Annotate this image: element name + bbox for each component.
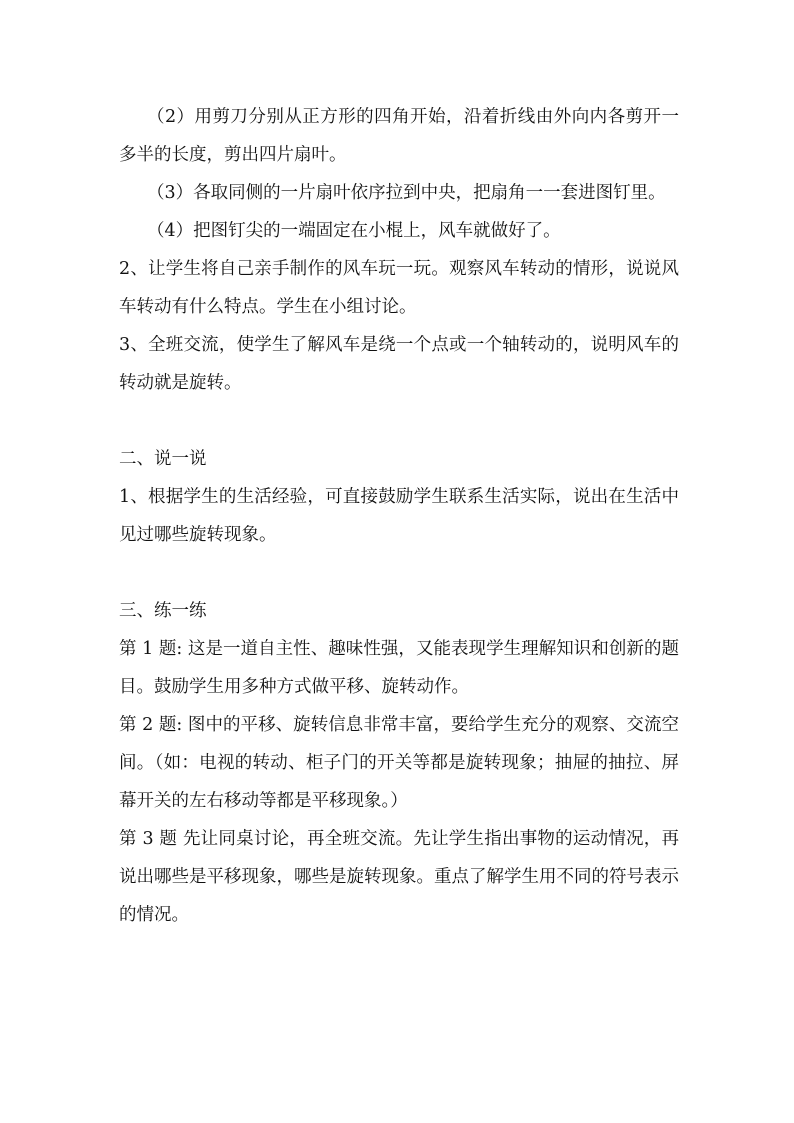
blank-line xyxy=(119,554,679,592)
paragraph-item-3: 3、全班交流，使学生了解风车是绕一个点或一个轴转动的，说明风车的转动就是旋转。 xyxy=(119,335,679,393)
section-heading-3: 三、练一练 xyxy=(119,601,207,621)
paragraph-exercise-3: 第 3 题 先让同桌讨论，再全班交流。先让学生指出事物的运动情况，再说出哪些是平移现象，哪些是旋转现象。重点了解学生用不同的符号表示的情况。 xyxy=(119,829,679,925)
paragraph-exercise-2: 第 2 题: 图中的平移、旋转信息非常丰富，要给学生充分的观察、交流空间。（如：电视的转动、柜子门的开关等都是旋转现象；抽屉的抽拉、屏幕开关的左右移动等都是平移现象。） xyxy=(119,715,679,811)
paragraph-exercise-1: 第 1 题: 这是一道自主性、趣味性强，又能表现学生理解知识和创新的题目。鼓励学生用多种方式做平移、旋转动作。 xyxy=(119,639,679,697)
blank-line xyxy=(119,402,679,440)
section-heading-2: 二、说一说 xyxy=(119,449,207,469)
paragraph-item-2: 2、让学生将自己亲手制作的风车玩一玩。观察风车转动的情形，说说风车转动有什么特点。学生在小组讨论。 xyxy=(119,259,679,317)
paragraph-step-3: （3）各取同侧的一片扇叶依序拉到中央，把扇角一一套进图钉里。 xyxy=(147,183,666,203)
document-body xyxy=(119,98,679,934)
paragraph-step-2: （2）用剪刀分别从正方形的四角开始，沿着折线由外向内各剪开一多半的长度，剪出四片扇叶。 xyxy=(119,107,679,165)
paragraph-step-4: （4）把图钉尖的一端固定在小棍上，风车就做好了。 xyxy=(147,221,561,241)
paragraph-section2-item-1: 1、根据学生的生活经验，可直接鼓励学生联系生活实际，说出在生活中见过哪些旋转现象。 xyxy=(119,487,679,545)
